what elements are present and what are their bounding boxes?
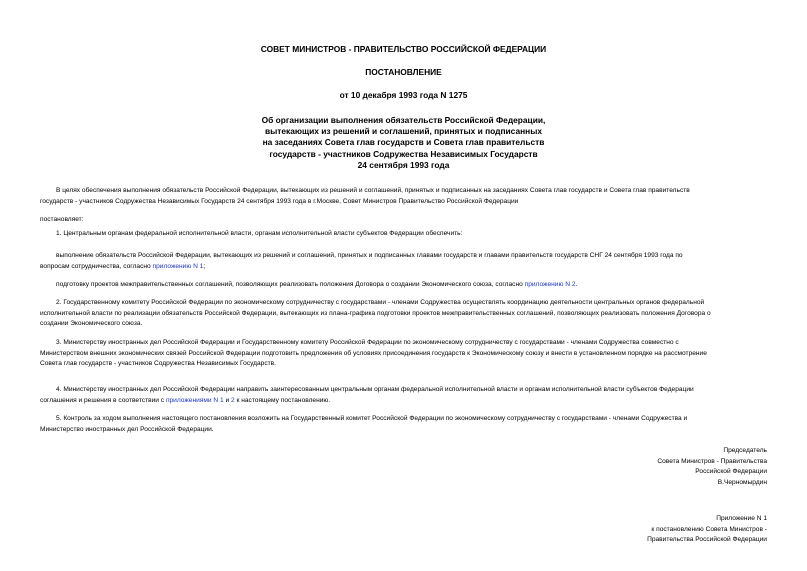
appendix-line: Приложение N 1 xyxy=(716,515,767,522)
item-2-line-3: создании Экономического союза. xyxy=(40,320,143,327)
title-line: Об организации выполнения обязательств Российской Федерации, xyxy=(261,115,546,125)
item-1a-text: вопросам сотрудничества, согласно xyxy=(40,262,151,270)
item-3-line-1: 3. Министерству иностранных дел Российской Федерации и Государственному комитету Российской Федерации по экономическому сотрудничеству с государствами - членами Содружества совместно с xyxy=(56,339,679,346)
appendix-line: Правительства Российской Федерации xyxy=(647,536,767,544)
item-1: 1. Центральным органам федеральной исполнительной власти, органам исполнительной власти субъектов Федерации обеспечить: xyxy=(56,230,463,237)
item-4 xyxy=(40,385,767,406)
item-5-line-1: 5. Контроль за ходом выполнения настоящего постановления возложить на Государственный комитет Российской Федерации по экономическому сотрудничеству с государствами - членами Содружества и xyxy=(56,415,688,422)
signature-line: Российской Федерации xyxy=(695,468,767,476)
appendix-line: к постановлению Совета Министров - xyxy=(651,525,767,533)
title-line: на заседаниях Совета глав государств и Совета глав правительств xyxy=(262,137,545,148)
document-title xyxy=(0,115,807,171)
intro-line-1: В целях обеспечения выполнения обязательств Российской Федерации, вытекающих из решений и соглашений, принятых и подписанных на заседаниях Совета глав государств и Совета глав правительств xyxy=(56,187,690,194)
item-1a-line-2 xyxy=(40,262,767,273)
item-3-line-2: Министерством внешних экономических связей Российской Федерации подготовить предложения об условиях присоединения государств к Экономическому союзу и внести в установленном порядке на рассмотрение xyxy=(40,349,707,357)
item-4-text: соглашения и решения в соответствии с xyxy=(40,396,165,404)
appendix-2-short-link[interactable]: 2 xyxy=(231,396,235,404)
item-4-and: и xyxy=(223,396,232,404)
decree-word: постановляет: xyxy=(40,216,84,223)
appendix-1-link[interactable]: приложению N 1 xyxy=(152,262,204,270)
issuer-heading: СОВЕТ МИНИСТРОВ - ПРАВИТЕЛЬСТВО РОССИЙСКОЙ ФЕДЕРАЦИИ xyxy=(260,44,547,54)
signature-line: В.Черномырдин xyxy=(717,478,767,486)
appendix-2-link[interactable]: приложению N 2 xyxy=(524,281,576,288)
item-2 xyxy=(40,298,767,330)
title-line: вытекающих из решений и соглашений, принятых и подписанных xyxy=(264,126,543,137)
intro-paragraph xyxy=(40,186,767,207)
item-2-line-1: 2. Государственному комитету Российской Федерации по экономическому сотрудничеству с государствами - членами Содружества осуществлять координацию деятельности центральных органов федеральной xyxy=(56,299,705,306)
doc-type-heading: ПОСТАНОВЛЕНИЕ xyxy=(365,67,442,77)
title-line: 24 сентября 1993 года xyxy=(357,159,450,170)
appendices-1-link[interactable]: приложениями N 1 xyxy=(165,396,224,404)
signature-line: Совета Министров - Правительства xyxy=(657,457,767,465)
signature-block xyxy=(657,446,767,488)
item-1b xyxy=(56,280,767,291)
item-1a-line-1: выполнение обязательств Российской Федерации, вытекающих из решений и соглашений, принятых и подписанных главами государств и главами правительств государств СНГ 24 сентября 1993 года по xyxy=(56,252,683,259)
item-1b-end: . xyxy=(575,281,578,288)
item-2-line-2: исполнительной власти по реализации обязательств Российской Федерации, вытекающих из плана-графика подготовки проектов межправительственных соглашений, позволяющих реализовать положения Договора о xyxy=(40,309,711,317)
title-line: государств - участников Содружества Независимых Государств xyxy=(269,148,538,159)
item-3-line-3: Совета глав государств - участников Содружества Независимых Государств. xyxy=(40,360,276,367)
intro-line-2: государств - участников Содружества Независимых Государств 24 сентября 1993 года в г.Москве, Совет Министров Правительство Российской Федерации xyxy=(40,197,519,205)
item-1b-text: подготовку проектов межправительственных соглашений, позволяющих реализовать положения Договора о создании Экономического союза, согласно xyxy=(56,281,523,288)
item-5-line-2: Министерство иностранных дел Российской Федерации. xyxy=(40,425,214,433)
signature-line: Председатель xyxy=(723,447,767,454)
item-5 xyxy=(40,414,767,435)
item-3 xyxy=(40,338,767,370)
item-4-line-2 xyxy=(40,396,767,407)
item-4-line-1: 4. Министерству иностранных дел Российской Федерации направить заинтересованным центральным органам федеральной исполнительной власти и органам исполнительной власти субъектов Федерации xyxy=(56,386,694,393)
item-1a xyxy=(40,251,767,272)
item-1a-end: ; xyxy=(203,262,206,270)
date-number-heading: от 10 декабря 1993 года N 1275 xyxy=(339,90,468,100)
item-4-end: к настоящему постановлению. xyxy=(234,396,331,404)
appendix-block xyxy=(647,514,767,546)
